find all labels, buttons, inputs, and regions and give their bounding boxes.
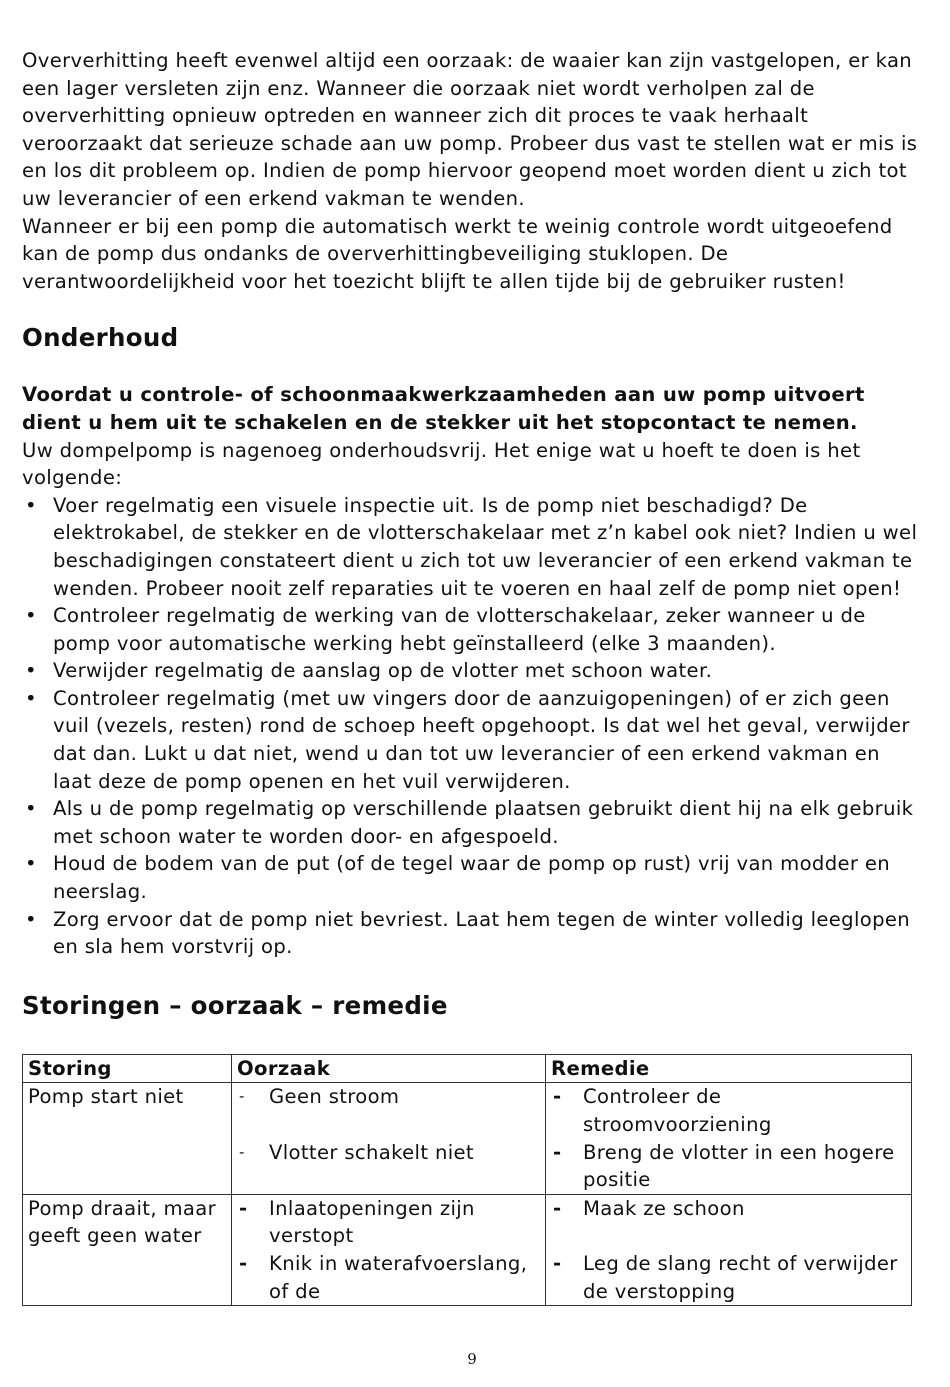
maintenance-intro: Uw dompelpomp is nagenoeg onderhoudsvrij. Het enige wat u hoeft te doen is het volgende: xyxy=(22,438,861,490)
column-header-remedie: Remedie xyxy=(546,1054,912,1083)
bullet-icon: • xyxy=(25,907,37,931)
column-header-oorzaak: Oorzaak xyxy=(232,1054,546,1083)
list-item xyxy=(22,850,920,905)
remedy-text: Leg de slang recht of verwijder de verstopping xyxy=(583,1251,898,1303)
oorzaak-cell xyxy=(232,1083,546,1194)
remedie-cell xyxy=(546,1083,912,1194)
dash-icon: - xyxy=(553,1251,562,1275)
dash-icon: - xyxy=(553,1085,562,1109)
list-item xyxy=(22,906,920,961)
list-item xyxy=(22,492,920,602)
cause-text: Geen stroom xyxy=(269,1085,400,1109)
table-row xyxy=(23,1083,912,1194)
storing-cell: Pomp start niet xyxy=(23,1083,232,1194)
remedy-text: Controleer de stroomvoorziening xyxy=(583,1085,772,1136)
list-item-text: Houd de bodem van de put (of de tegel waar de pomp op rust) vrij van modder en neerslag. xyxy=(53,852,891,904)
table-row xyxy=(23,1194,912,1305)
list-item xyxy=(22,657,920,685)
cause-item xyxy=(237,1250,541,1305)
cause-text: Vlotter schakelt niet xyxy=(269,1140,474,1164)
list-item-text: Verwijder regelmatig de aanslag op de vlotter met schoon water. xyxy=(53,659,713,683)
bullet-icon: • xyxy=(25,686,37,710)
list-item-text: Zorg ervoor dat de pomp niet bevriest. Laat hem tegen de winter volledig leeglopen en sla hem vorstvrij op. xyxy=(53,907,911,959)
section-heading-onderhoud: Onderhoud xyxy=(22,323,179,353)
storing-cell: Pomp draait, maar geeft geen water xyxy=(23,1194,232,1305)
dash-icon: - xyxy=(239,1087,245,1106)
cause-text: Inlaatopeningen zijn verstopt xyxy=(269,1196,475,1248)
list-item-text: Voer regelmatig een visuele inspectie uit. Is de pomp niet beschadigd? De elektrokabel, de stekker en de vlotterschakelaar met z’n kabel ook niet? Indien u wel beschadigingen constateert dient u zich tot uw leverancier of een erkend vakman te wenden. Probeer nooit zelf reparaties uit te voeren en haal zelf de pomp niet open! xyxy=(53,493,918,600)
dash-icon: - xyxy=(553,1140,562,1164)
maintenance-list xyxy=(22,492,920,961)
troubleshooting-table xyxy=(22,1054,912,1306)
table-header-row xyxy=(23,1054,912,1083)
section-heading-storingen: Storingen – oorzaak – remedie xyxy=(22,990,448,1020)
list-item xyxy=(22,685,920,795)
list-item-text: Controleer regelmatig de werking van de vlotterschakelaar, zeker wanneer u de pomp voor automatische werking hebt geïnstalleerd (elke 3 maanden). xyxy=(53,604,866,655)
intro-paragraph-2: Wanneer er bij een pomp die automatisch werkt te weinig controle wordt uitgeoefend kan de pomp dus ondanks de oververhittingbeveiliging stuklopen. De verantwoordelijkheid voor het toezicht blijft te allen tijde bij de gebruiker rusten! xyxy=(22,214,893,293)
intro-paragraph-1: Oververhitting heeft evenwel altijd een oorzaak: de waaier kan zijn vastgelopen, er kan een lager versleten zijn enz. Wanneer die oorzaak niet wordt verholpen zal de oververhitting opnieuw optreden en wanneer zich dit proces te vaak herhaalt veroorzaakt dat serieuze schade aan uw pomp. Probeer dus vast te stellen wat er mis is en los dit probleem op. Indien de pomp hiervoor geopend moet worden dient u zich tot uw leverancier of een erkend vakman te wenden. xyxy=(22,49,918,210)
remedy-text: Maak ze schoon xyxy=(583,1196,745,1220)
bullet-icon: • xyxy=(25,797,37,821)
dash-icon: - xyxy=(553,1196,562,1220)
maintenance-warning: Voordat u controle- of schoonmaakwerkzaamheden aan uw pomp uitvoert dient u hem uit te schakelen en de stekker uit het stopcontact te nemen. xyxy=(22,383,865,434)
cause-item xyxy=(237,1139,541,1167)
oorzaak-cell xyxy=(232,1194,546,1305)
remedy-item xyxy=(551,1139,907,1194)
bullet-icon: • xyxy=(25,604,37,628)
dash-icon: - xyxy=(239,1196,248,1220)
list-item-text: Als u de pomp regelmatig op verschillende plaatsen gebruikt dient hij na elk gebruik met schoon water te worden door- en afgespoeld. xyxy=(53,797,914,848)
list-item xyxy=(22,795,920,850)
remedy-item xyxy=(551,1195,907,1223)
column-header-storing: Storing xyxy=(23,1054,232,1083)
cause-item xyxy=(237,1083,541,1111)
bullet-icon: • xyxy=(25,852,37,876)
cause-item xyxy=(237,1195,541,1250)
page-number: 9 xyxy=(467,1350,477,1368)
dash-icon: - xyxy=(239,1251,248,1275)
cause-text: Knik in waterafvoerslang, of de xyxy=(269,1251,528,1303)
bullet-icon: • xyxy=(25,659,37,683)
list-item-text: Controleer regelmatig (met uw vingers door de aanzuigopeningen) of er zich geen vuil (vezels, resten) rond de schoep heeft opgehoopt. Is dat wel het geval, verwijder dat dan. Lukt u dat niet, wend u dan tot uw leverancier of een erkend vakman en laat deze de pomp openen en het vuil verwijderen. xyxy=(53,686,910,793)
remedy-item xyxy=(551,1083,907,1138)
remedie-cell xyxy=(546,1194,912,1305)
remedy-text: Breng de vlotter in een hogere positie xyxy=(583,1140,895,1192)
bullet-icon: • xyxy=(25,493,37,517)
dash-icon: - xyxy=(239,1142,245,1161)
remedy-item xyxy=(551,1250,907,1305)
document-page xyxy=(22,47,920,1306)
list-item xyxy=(22,602,920,657)
